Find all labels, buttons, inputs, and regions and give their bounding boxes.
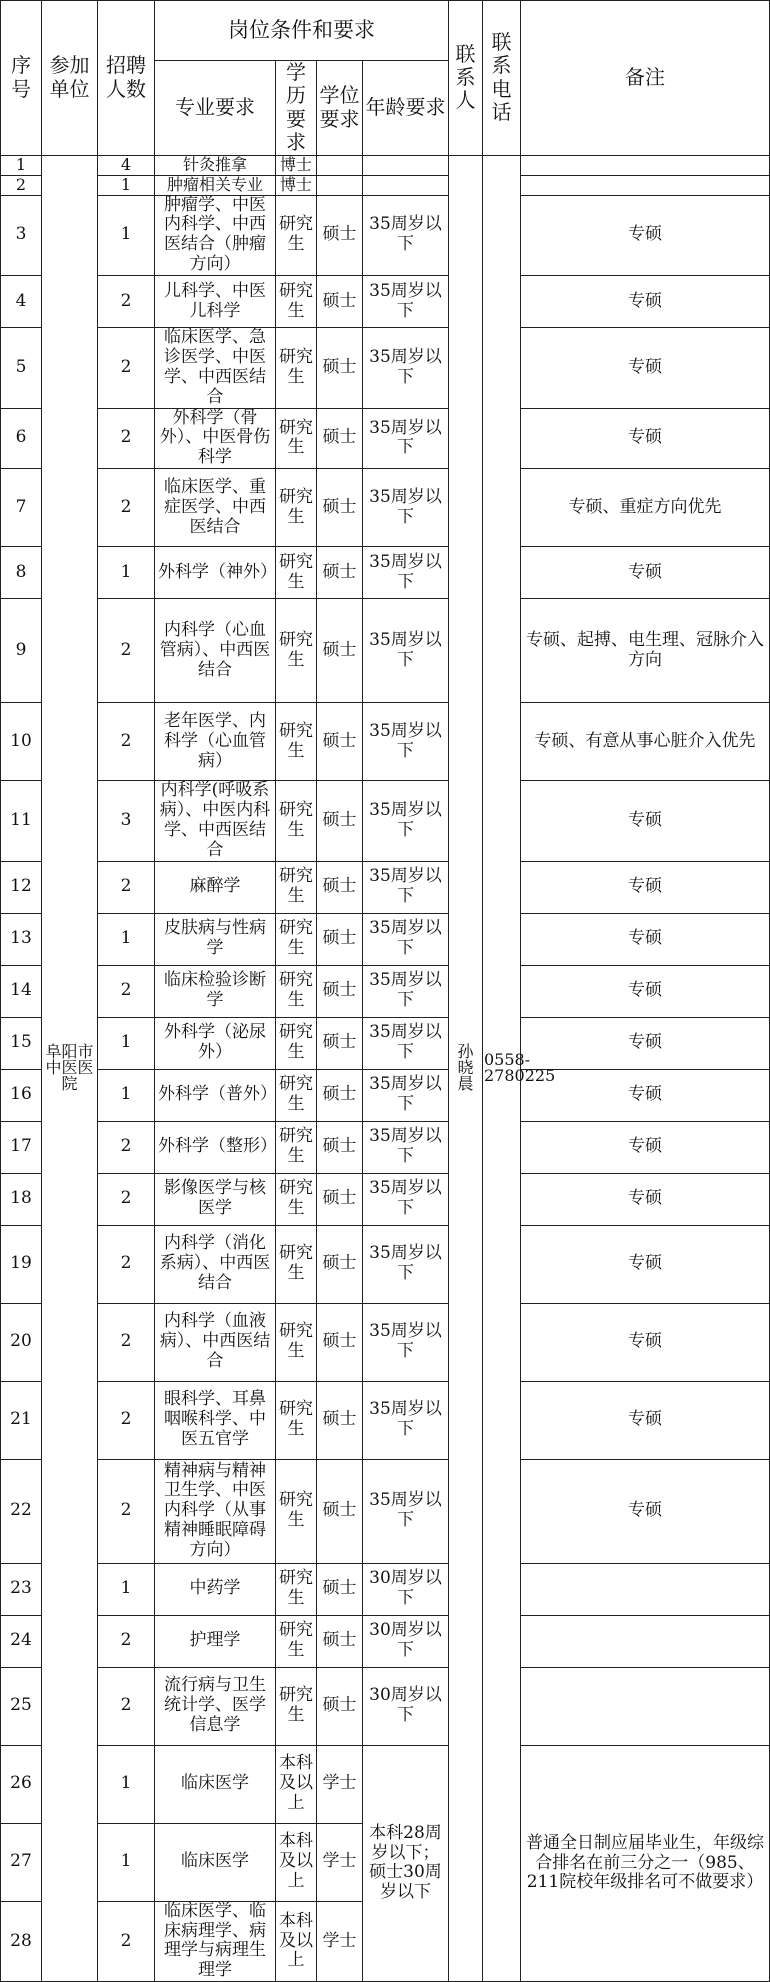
header-education: 学历要求	[276, 61, 317, 156]
cell-major: 流行病与卫生统计学、医学信息学	[155, 1667, 276, 1745]
cell-age: 35周岁以下	[363, 861, 449, 913]
cell-count: 2	[98, 1121, 155, 1173]
cell-age: 35周岁以下	[363, 1381, 449, 1459]
table-row	[1, 1303, 770, 1381]
cell-education: 研究生	[276, 1563, 317, 1615]
cell-index: 5	[1, 328, 42, 409]
table-row	[1, 408, 770, 469]
table-row	[1, 195, 770, 276]
cell-education: 研究生	[276, 1173, 317, 1225]
cell-education: 研究生	[276, 1381, 317, 1459]
cell-education: 研究生	[276, 276, 317, 328]
cell-degree: 硕士	[317, 965, 363, 1017]
cell-index: 24	[1, 1615, 42, 1667]
cell-count: 2	[98, 328, 155, 409]
cell-unit: 阜阳市中医医院	[42, 155, 98, 1982]
cell-major: 内科学（心血管病）、中西医结合	[155, 599, 276, 703]
cell-degree: 硕士	[317, 195, 363, 276]
cell-major: 内科学(呼吸系病）、中医内科学、中西医结合	[155, 781, 276, 862]
cell-note: 专硕	[521, 408, 770, 469]
cell-major: 外科学（整形）	[155, 1121, 276, 1173]
cell-note: 专硕	[521, 913, 770, 965]
cell-age	[363, 155, 449, 175]
cell-degree: 硕士	[317, 1173, 363, 1225]
cell-count: 2	[98, 408, 155, 469]
table-row	[1, 1121, 770, 1173]
cell-count: 2	[98, 1225, 155, 1303]
cell-degree: 硕士	[317, 1303, 363, 1381]
cell-count: 2	[98, 599, 155, 703]
cell-education: 研究生	[276, 1121, 317, 1173]
table-row	[1, 469, 770, 547]
cell-count: 1	[98, 195, 155, 276]
cell-index: 27	[1, 1823, 42, 1901]
cell-index: 1	[1, 155, 42, 175]
cell-major: 临床检验诊断学	[155, 965, 276, 1017]
table-row	[1, 913, 770, 965]
cell-note	[521, 1667, 770, 1745]
table-row	[1, 781, 770, 862]
cell-major: 中药学	[155, 1563, 276, 1615]
cell-major: 眼科学、耳鼻咽喉科学、中医五官学	[155, 1381, 276, 1459]
cell-note: 专硕、重症方向优先	[521, 469, 770, 547]
cell-degree: 学士	[317, 1823, 363, 1901]
cell-note: 专硕	[521, 965, 770, 1017]
cell-major: 外科学（泌尿外）	[155, 1017, 276, 1069]
table-row	[1, 1017, 770, 1069]
cell-age: 35周岁以下	[363, 1459, 449, 1563]
header-major: 专业要求	[155, 61, 276, 156]
cell-major: 临床医学	[155, 1745, 276, 1823]
table-row	[1, 1173, 770, 1225]
cell-major: 肿瘤学、中医内科学、中西医结合（肿瘤方向）	[155, 195, 276, 276]
cell-note	[521, 1563, 770, 1615]
cell-note: 专硕	[521, 781, 770, 862]
cell-education: 研究生	[276, 861, 317, 913]
cell-age: 35周岁以下	[363, 1303, 449, 1381]
cell-major: 皮肤病与性病学	[155, 913, 276, 965]
cell-education: 研究生	[276, 1017, 317, 1069]
cell-major: 儿科学、中医儿科学	[155, 276, 276, 328]
cell-count: 2	[98, 1459, 155, 1563]
table-row	[1, 965, 770, 1017]
cell-index: 6	[1, 408, 42, 469]
cell-degree: 硕士	[317, 1017, 363, 1069]
cell-index: 10	[1, 703, 42, 781]
cell-degree: 硕士	[317, 276, 363, 328]
cell-index: 25	[1, 1667, 42, 1745]
cell-major: 临床医学、临床病理学、病理学与病理生理学	[155, 1901, 276, 1982]
table-row	[1, 328, 770, 409]
cell-degree: 学士	[317, 1901, 363, 1982]
cell-education: 本科及以上	[276, 1823, 317, 1901]
cell-degree: 硕士	[317, 1667, 363, 1745]
cell-education: 研究生	[276, 1225, 317, 1303]
cell-note: 专硕	[521, 1121, 770, 1173]
cell-age: 30周岁以下	[363, 1563, 449, 1615]
cell-index: 23	[1, 1563, 42, 1615]
header-note: 备注	[521, 1, 770, 156]
cell-age: 35周岁以下	[363, 1121, 449, 1173]
cell-index: 20	[1, 1303, 42, 1381]
cell-note: 专硕	[521, 1173, 770, 1225]
cell-count: 2	[98, 965, 155, 1017]
cell-education: 本科及以上	[276, 1901, 317, 1982]
table-row	[1, 1563, 770, 1615]
cell-age: 30周岁以下	[363, 1667, 449, 1745]
cell-note	[521, 1615, 770, 1667]
cell-index: 18	[1, 1173, 42, 1225]
cell-education: 博士	[276, 175, 317, 195]
cell-note: 专硕	[521, 276, 770, 328]
cell-degree: 硕士	[317, 469, 363, 547]
cell-index: 16	[1, 1069, 42, 1121]
cell-age: 35周岁以下	[363, 913, 449, 965]
cell-count: 1	[98, 1563, 155, 1615]
cell-degree	[317, 175, 363, 195]
cell-education: 研究生	[276, 965, 317, 1017]
cell-major: 老年医学、内科学（心血管病）	[155, 703, 276, 781]
cell-degree: 硕士	[317, 1615, 363, 1667]
cell-phone: 0558-2780225	[483, 155, 521, 1982]
cell-education: 研究生	[276, 195, 317, 276]
cell-major: 临床医学、重症医学、中西医结合	[155, 469, 276, 547]
cell-major: 外科学（骨外）、中医骨伤科学	[155, 408, 276, 469]
cell-count: 4	[98, 155, 155, 175]
cell-note: 专硕	[521, 861, 770, 913]
cell-count: 1	[98, 913, 155, 965]
table-row	[1, 1667, 770, 1745]
cell-major: 内科学（血液病）、中西医结合	[155, 1303, 276, 1381]
cell-note: 专硕	[521, 1225, 770, 1303]
cell-age: 35周岁以下	[363, 469, 449, 547]
cell-note	[521, 175, 770, 195]
header-index: 序号	[1, 1, 42, 156]
cell-count: 1	[98, 1069, 155, 1121]
cell-major: 麻醉学	[155, 861, 276, 913]
cell-count: 1	[98, 1823, 155, 1901]
cell-note: 专硕	[521, 1381, 770, 1459]
cell-index: 12	[1, 861, 42, 913]
header-age: 年龄要求	[363, 61, 449, 156]
cell-index: 21	[1, 1381, 42, 1459]
cell-count: 1	[98, 1017, 155, 1069]
cell-note: 专硕	[521, 1069, 770, 1121]
cell-degree: 硕士	[317, 1381, 363, 1459]
cell-age: 35周岁以下	[363, 781, 449, 862]
cell-major: 护理学	[155, 1615, 276, 1667]
table-row	[1, 175, 770, 195]
cell-note	[521, 155, 770, 175]
cell-count: 2	[98, 1901, 155, 1982]
cell-index: 11	[1, 781, 42, 862]
table-row	[1, 1381, 770, 1459]
cell-degree: 硕士	[317, 1069, 363, 1121]
cell-age: 35周岁以下	[363, 1069, 449, 1121]
cell-note: 专硕	[521, 1017, 770, 1069]
table-row	[1, 599, 770, 703]
header-group: 岗位条件和要求	[155, 1, 449, 61]
cell-note: 专硕	[521, 328, 770, 409]
cell-count: 2	[98, 1381, 155, 1459]
cell-count: 1	[98, 1745, 155, 1823]
cell-age: 35周岁以下	[363, 599, 449, 703]
cell-count: 2	[98, 703, 155, 781]
cell-age: 30周岁以下	[363, 1615, 449, 1667]
header-degree: 学位要求	[317, 61, 363, 156]
cell-major: 精神病与精神卫生学、中医内科学（从事精神睡眠障碍方向）	[155, 1459, 276, 1563]
cell-education: 研究生	[276, 408, 317, 469]
cell-age: 35周岁以下	[363, 703, 449, 781]
cell-count: 2	[98, 1173, 155, 1225]
cell-index: 26	[1, 1745, 42, 1823]
cell-degree: 学士	[317, 1745, 363, 1823]
cell-education: 研究生	[276, 913, 317, 965]
cell-count: 1	[98, 547, 155, 599]
table-row	[1, 1745, 770, 1823]
cell-major: 肿瘤相关专业	[155, 175, 276, 195]
cell-age: 35周岁以下	[363, 195, 449, 276]
cell-education: 研究生	[276, 599, 317, 703]
cell-index: 15	[1, 1017, 42, 1069]
cell-major: 内科学（消化系病）、中西医结合	[155, 1225, 276, 1303]
cell-index: 22	[1, 1459, 42, 1563]
cell-education: 研究生	[276, 547, 317, 599]
header-unit: 参加单位	[42, 1, 98, 156]
table-row	[1, 1225, 770, 1303]
cell-age	[363, 175, 449, 195]
cell-degree: 硕士	[317, 913, 363, 965]
table-row	[1, 1069, 770, 1121]
cell-note: 专硕	[521, 547, 770, 599]
cell-degree: 硕士	[317, 861, 363, 913]
cell-count: 3	[98, 781, 155, 862]
cell-count: 2	[98, 469, 155, 547]
table-row	[1, 1459, 770, 1563]
cell-index: 3	[1, 195, 42, 276]
cell-index: 2	[1, 175, 42, 195]
cell-age: 35周岁以下	[363, 547, 449, 599]
cell-education: 研究生	[276, 1069, 317, 1121]
cell-degree: 硕士	[317, 408, 363, 469]
cell-count: 1	[98, 175, 155, 195]
table-row	[1, 547, 770, 599]
cell-age: 35周岁以下	[363, 408, 449, 469]
cell-note: 专硕、有意从事心脏介入优先	[521, 703, 770, 781]
table-row	[1, 861, 770, 913]
cell-major: 外科学（神外）	[155, 547, 276, 599]
cell-education: 研究生	[276, 703, 317, 781]
cell-education: 研究生	[276, 1303, 317, 1381]
cell-index: 17	[1, 1121, 42, 1173]
cell-age-merged: 本科28周岁以下；硕士30周岁以下	[363, 1745, 449, 1982]
cell-degree: 硕士	[317, 781, 363, 862]
cell-age: 35周岁以下	[363, 1017, 449, 1069]
cell-index: 28	[1, 1901, 42, 1982]
cell-education: 研究生	[276, 469, 317, 547]
cell-count: 2	[98, 276, 155, 328]
cell-degree: 硕士	[317, 328, 363, 409]
cell-education: 研究生	[276, 1615, 317, 1667]
cell-index: 4	[1, 276, 42, 328]
cell-index: 19	[1, 1225, 42, 1303]
table-row	[1, 155, 770, 175]
cell-age: 35周岁以下	[363, 1225, 449, 1303]
cell-degree: 硕士	[317, 1225, 363, 1303]
cell-count: 2	[98, 861, 155, 913]
cell-age: 35周岁以下	[363, 328, 449, 409]
cell-count: 2	[98, 1615, 155, 1667]
cell-note: 专硕、起搏、电生理、冠脉介入方向	[521, 599, 770, 703]
cell-education: 研究生	[276, 328, 317, 409]
cell-degree: 硕士	[317, 1563, 363, 1615]
cell-degree: 硕士	[317, 703, 363, 781]
cell-degree: 硕士	[317, 1459, 363, 1563]
cell-note: 专硕	[521, 1303, 770, 1381]
cell-major: 针灸推拿	[155, 155, 276, 175]
cell-degree: 硕士	[317, 547, 363, 599]
cell-age: 35周岁以下	[363, 1173, 449, 1225]
cell-note: 专硕	[521, 195, 770, 276]
cell-education: 研究生	[276, 1459, 317, 1563]
cell-major: 临床医学、急诊医学、中医学、中西医结合	[155, 328, 276, 409]
cell-index: 14	[1, 965, 42, 1017]
cell-education: 研究生	[276, 781, 317, 862]
cell-education: 博士	[276, 155, 317, 175]
cell-major: 外科学（普外）	[155, 1069, 276, 1121]
cell-education: 研究生	[276, 1667, 317, 1745]
cell-index: 9	[1, 599, 42, 703]
cell-education: 本科及以上	[276, 1745, 317, 1823]
cell-degree	[317, 155, 363, 175]
cell-index: 8	[1, 547, 42, 599]
header-phone: 联系电话	[483, 1, 521, 156]
cell-index: 7	[1, 469, 42, 547]
table-row	[1, 703, 770, 781]
cell-degree: 硕士	[317, 599, 363, 703]
cell-note-merged: 普通全日制应届毕业生，年级综合排名在前三分之一（985、211院校年级排名可不做要求）	[521, 1745, 770, 1982]
cell-age: 35周岁以下	[363, 965, 449, 1017]
table-row	[1, 1615, 770, 1667]
cell-count: 2	[98, 1667, 155, 1745]
cell-index: 13	[1, 913, 42, 965]
cell-degree: 硕士	[317, 1121, 363, 1173]
header-count: 招聘人数	[98, 1, 155, 156]
table-row	[1, 276, 770, 328]
cell-count: 2	[98, 1303, 155, 1381]
cell-major: 临床医学	[155, 1823, 276, 1901]
cell-age: 35周岁以下	[363, 276, 449, 328]
cell-note: 专硕	[521, 1459, 770, 1563]
cell-contact: 孙晓晨	[449, 155, 483, 1982]
cell-major: 影像医学与核医学	[155, 1173, 276, 1225]
header-contact: 联系人	[449, 1, 483, 156]
